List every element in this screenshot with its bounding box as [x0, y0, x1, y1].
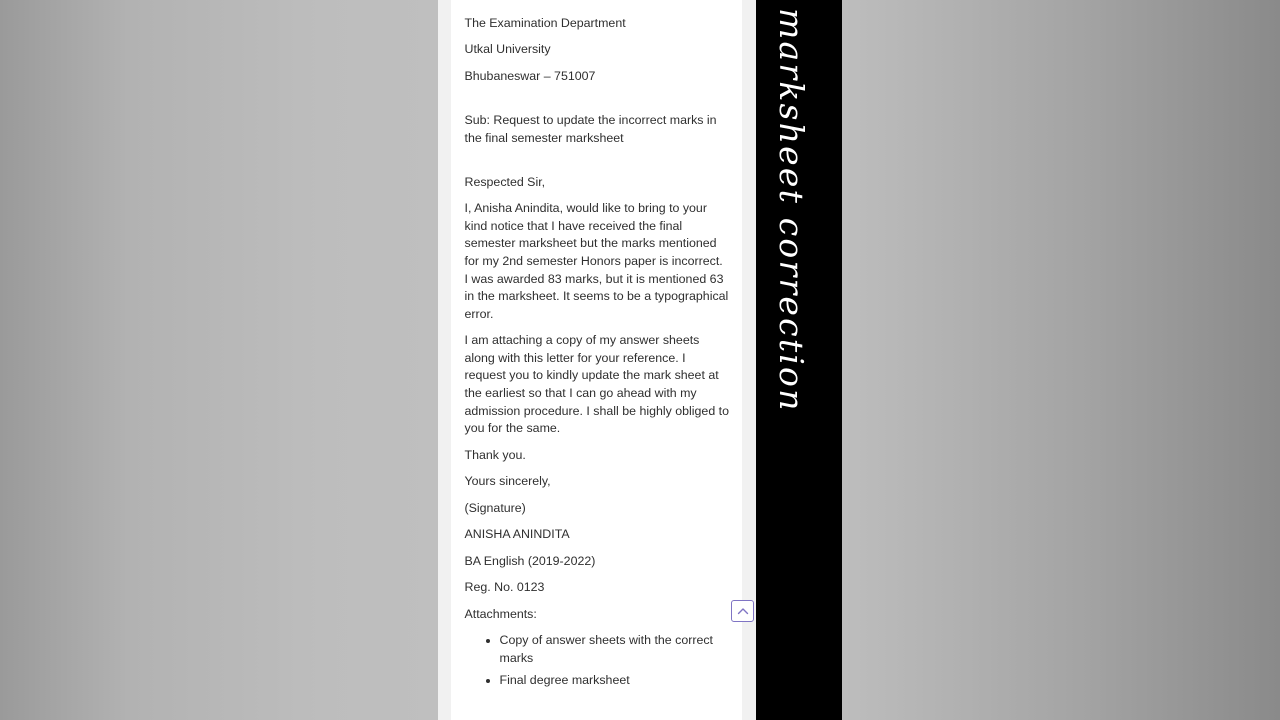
closing-line: Yours sincerely, — [464, 474, 551, 489]
attachments-label: Attachments: — [464, 606, 537, 621]
attachment-item: • Final degree marksheet — [500, 672, 730, 690]
address-line-city: Bhubaneswar – 751007 — [464, 68, 596, 83]
attachments-list — [465, 632, 730, 689]
spacer — [465, 94, 730, 112]
banner-title: marksheet correction — [772, 8, 811, 413]
attachment-item: • Copy of answer sheets with the correct marks — [500, 632, 730, 667]
spacer — [465, 156, 730, 174]
salutation: Respected Sir, — [464, 174, 546, 189]
subject-line: Sub: Request to update the incorrect marks in the final semester marksheet — [464, 113, 717, 145]
thanks-line: Thank you. — [464, 447, 526, 462]
body-paragraph-1: I, Anisha Anindita, would like to bring to your kind notice that I have received the final semester marksheet but the marks mentioned for my 2nd semester Honors paper is incorrect. I was awarded 83 marks, but it is mentioned 63 in the marksheet. It seems to be a typographical error. — [464, 201, 729, 321]
body-paragraph-2: I am attaching a copy of my answer sheets along with this letter for your reference. I request you to kindly update the mark sheet at the earliest so that I can go ahead with my admission procedure. I shall be highly obliged to you for the same. — [464, 333, 729, 436]
sender-course: BA English (2019-2022) — [464, 553, 596, 568]
sender-reg-no: Reg. No. 0123 — [464, 580, 545, 595]
address-line-department: The Examination Department — [464, 16, 626, 30]
sender-name: ANISHA ANINDITA — [464, 527, 570, 542]
scroll-to-top-button[interactable] — [731, 600, 754, 622]
address-line-university: Utkal University — [464, 42, 551, 57]
chevron-up-icon — [737, 607, 749, 615]
signature-line: (Signature) — [464, 500, 526, 515]
letter-content — [451, 0, 742, 689]
letter-page[interactable] — [451, 0, 742, 720]
